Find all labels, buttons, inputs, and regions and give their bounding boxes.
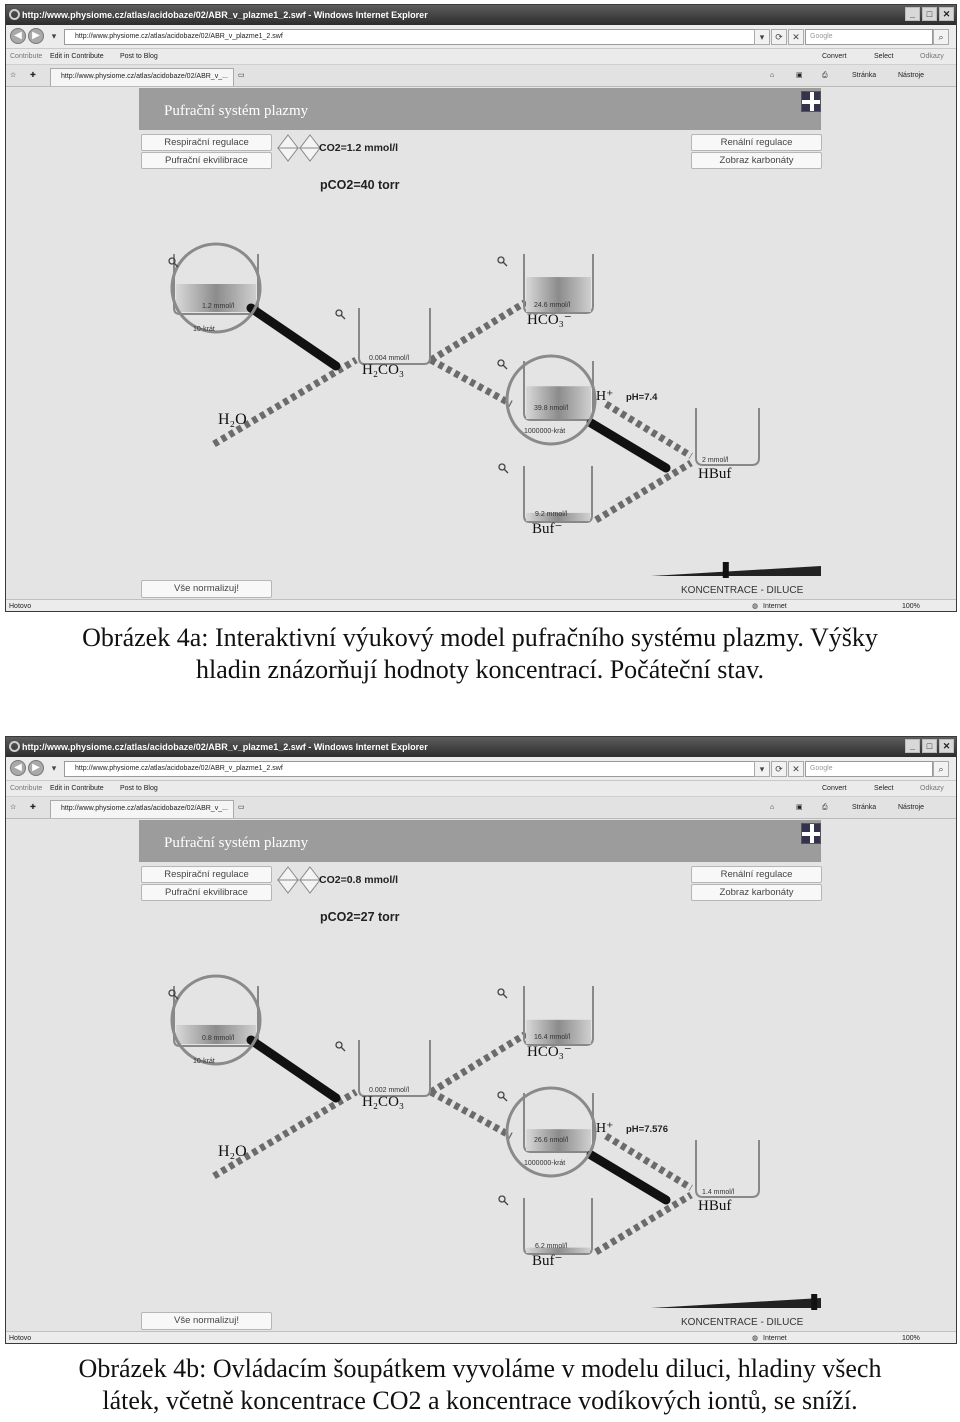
minimize-button[interactable]: _: [905, 7, 920, 21]
h2co3-value: 0.004 mmol/l: [369, 355, 410, 362]
convert-button[interactable]: Convert: [822, 785, 847, 792]
h-value: 26.6 nmol/l: [534, 1137, 569, 1144]
address-input[interactable]: http://www.physiome.cz/atlas/acidobaze/02/ABR_v_plazme1_2.swf: [64, 29, 770, 45]
show-carbonates-button[interactable]: Zobraz karbonáty: [691, 152, 822, 169]
h2co3-label: H₂CO₃: [362, 362, 405, 378]
buffer-equilibration-button[interactable]: Pufrační ekvilibrace: [141, 884, 272, 901]
zoom-level[interactable]: 100%: [902, 1335, 920, 1342]
new-tab-icon[interactable]: ▭: [238, 804, 245, 811]
globe-icon: ◍: [752, 1335, 759, 1342]
stop-icon[interactable]: ✕: [788, 761, 804, 777]
page-menu[interactable]: Stránka: [852, 804, 877, 811]
co2-value: 1.2 mmol/l: [202, 303, 235, 310]
zone-text: Internet: [763, 1335, 787, 1342]
add-favorites-icon[interactable]: ✚: [30, 72, 36, 79]
edit-in-contribute-link[interactable]: Edit in Contribute: [50, 785, 104, 792]
hbuf-value: 2 mmol/l: [702, 457, 729, 464]
forward-icon[interactable]: ▶: [28, 760, 44, 776]
caption-4a: [0, 622, 960, 686]
respiratory-regulation-button[interactable]: Respirační regulace: [141, 134, 272, 151]
renal-regulation-button[interactable]: Renální regulace: [691, 134, 822, 151]
back-icon[interactable]: ◀: [10, 760, 26, 776]
caption-4a-line2: hladin znázorňují hodnoty koncentrací. Počáteční stav.: [196, 655, 764, 684]
screenshot-initial-state: [5, 4, 957, 612]
address-dropdown-icon[interactable]: ▾: [754, 29, 770, 45]
tab-current[interactable]: http://www.physiome.cz/atlas/acidobaze/02/ABR_v_...: [50, 800, 234, 818]
buf-value: 9.2 mmol/l: [535, 511, 568, 518]
home-icon[interactable]: ⌂: [770, 72, 775, 79]
h-label: H⁺: [596, 389, 614, 404]
buf-label: Buf⁻: [532, 1253, 563, 1269]
window-titlebar: [6, 737, 956, 757]
slider-label: KONCENTRACE - DILUCE: [681, 585, 804, 596]
h-value: 39.8 nmol/l: [534, 405, 569, 412]
h2co3-value: 0.002 mmol/l: [369, 1087, 410, 1094]
links-toolbar: [6, 49, 956, 65]
screenshot-dilution-state: [5, 736, 957, 1344]
address-toolbar: [6, 757, 956, 781]
print-icon[interactable]: ⎙: [822, 72, 828, 79]
feeds-icon[interactable]: ▣: [796, 72, 803, 79]
h-multiplier: 1000000-krát: [524, 1160, 566, 1167]
ie-icon: [9, 741, 20, 752]
history-dropdown-icon[interactable]: ▾: [51, 763, 57, 773]
tab-bar: [6, 65, 956, 87]
post-to-blog-link[interactable]: Post to Blog: [120, 785, 158, 792]
slider-handle: [811, 1294, 817, 1310]
hco3-label: HCO₃⁻: [527, 1044, 572, 1060]
h-level-fill: [526, 386, 591, 419]
normalize-all-button[interactable]: Vše normalizuj!: [141, 580, 272, 598]
contribute-label: Contribute: [10, 53, 43, 60]
tab-current[interactable]: http://www.physiome.cz/atlas/acidobaze/02/ABR_v_...: [50, 68, 234, 86]
co2-readout: CO2=0.8 mmol/l: [319, 874, 399, 886]
links-toolbar: [6, 781, 956, 797]
window-title: http://www.physiome.cz/atlas/acidobaze/02/ABR_v_plazme1_2.swf - Windows Internet Explorer: [22, 10, 428, 20]
caption-4b-line1: Obrázek 4b: Ovládacím šoupátkem vyvoláme v modelu diluci, hladiny všech: [78, 1354, 882, 1383]
co2-multiplier: 10-krát: [193, 326, 215, 333]
h2o-label: H₂O: [218, 1143, 247, 1160]
stop-icon[interactable]: ✕: [788, 29, 804, 45]
feeds-icon[interactable]: ▣: [796, 804, 803, 811]
back-icon[interactable]: ◀: [10, 28, 26, 44]
close-button[interactable]: ✕: [939, 739, 954, 753]
edit-in-contribute-link[interactable]: Edit in Contribute: [50, 53, 104, 60]
status-text: Hotovo: [9, 1335, 32, 1342]
convert-button[interactable]: Convert: [822, 53, 847, 60]
co2-value: 0.8 mmol/l: [202, 1035, 235, 1042]
hbuf-value: 1.4 mmol/l: [702, 1189, 735, 1196]
address-dropdown-icon[interactable]: ▾: [754, 761, 770, 777]
contribute-label: Contribute: [10, 785, 43, 792]
caption-4b-line2: látek, včetně koncentrace CO2 a koncentrace vodíkových iontů, se sníží.: [102, 1386, 858, 1415]
hco3-value: 16.4 mmol/l: [534, 1034, 571, 1041]
flash-content: [6, 88, 956, 599]
address-toolbar: [6, 25, 956, 49]
favorites-star-icon[interactable]: ☆: [10, 804, 17, 811]
add-favorites-icon[interactable]: ✚: [30, 804, 36, 811]
forward-icon[interactable]: ▶: [28, 28, 44, 44]
co2-multiplier: 10-krát: [193, 1058, 215, 1065]
home-icon[interactable]: ⌂: [770, 804, 775, 811]
ph-readout: pH=7.4: [626, 392, 658, 403]
hco3-label: HCO₃⁻: [527, 312, 572, 328]
globe-icon: ◍: [752, 603, 759, 610]
select-button[interactable]: Select: [874, 785, 894, 792]
select-button[interactable]: Select: [874, 53, 894, 60]
search-input[interactable]: Google: [805, 29, 933, 45]
dilution-slider[interactable]: [651, 562, 821, 578]
search-icon[interactable]: ⌕: [933, 29, 949, 45]
links-label: Odkazy: [920, 53, 944, 60]
search-input[interactable]: Google: [805, 761, 933, 777]
status-bar: [6, 1331, 956, 1344]
refresh-icon[interactable]: ⟳: [771, 29, 787, 45]
reaction-diagram: [6, 820, 957, 1331]
slider-handle: [723, 562, 729, 578]
renal-regulation-button[interactable]: Renální regulace: [691, 866, 822, 883]
show-carbonates-button[interactable]: Zobraz karbonáty: [691, 884, 822, 901]
hbuf-label: HBuf: [698, 1198, 732, 1214]
caption-4b: [0, 1353, 960, 1417]
address-input[interactable]: http://www.physiome.cz/atlas/acidobaze/02/ABR_v_plazme1_2.swf: [64, 761, 770, 777]
refresh-icon[interactable]: ⟳: [771, 761, 787, 777]
respiratory-regulation-button[interactable]: Respirační regulace: [141, 866, 272, 883]
new-tab-icon[interactable]: ▭: [238, 72, 245, 79]
maximize-button[interactable]: □: [922, 7, 937, 21]
hbuf-label: HBuf: [698, 466, 732, 482]
favorites-star-icon[interactable]: ☆: [10, 72, 17, 79]
h2o-label: H₂O: [218, 411, 247, 428]
buf-value: 6.2 mmol/l: [535, 1243, 568, 1250]
pco2-readout: pCO2=27 torr: [320, 910, 400, 924]
hco3-value: 24.6 mmol/l: [534, 302, 571, 309]
h-multiplier: 1000000-krát: [524, 428, 566, 435]
ph-readout: pH=7.576: [626, 1124, 668, 1135]
buffer-equilibration-button[interactable]: Pufrační ekvilibrace: [141, 152, 272, 169]
tools-menu[interactable]: Nástroje: [898, 72, 925, 79]
status-text: Hotovo: [9, 603, 32, 610]
page-menu[interactable]: Stránka: [852, 72, 877, 79]
close-button[interactable]: ✕: [939, 7, 954, 21]
caption-4a-line1: Obrázek 4a: Interaktivní výukový model pufračního systému plazmy. Výšky: [82, 623, 878, 652]
ie-icon: [9, 9, 20, 20]
print-icon[interactable]: ⎙: [822, 804, 828, 811]
dilution-slider[interactable]: [651, 1294, 821, 1310]
tools-menu[interactable]: Nástroje: [898, 804, 925, 811]
normalize-all-button[interactable]: Vše normalizuj!: [141, 1312, 272, 1330]
window-title: http://www.physiome.cz/atlas/acidobaze/02/ABR_v_plazme1_2.swf - Windows Internet Explorer: [22, 742, 428, 752]
slider-label: KONCENTRACE - DILUCE: [681, 1317, 804, 1328]
h-label: H⁺: [596, 1121, 614, 1136]
app-title: Pufrační systém plazmy: [139, 88, 821, 130]
pco2-readout: pCO2=40 torr: [320, 178, 400, 192]
status-bar: [6, 599, 956, 612]
post-to-blog-link[interactable]: Post to Blog: [120, 53, 158, 60]
tab-bar: [6, 797, 956, 819]
links-label: Odkazy: [920, 785, 944, 792]
window-titlebar: [6, 5, 956, 25]
maximize-button[interactable]: □: [922, 739, 937, 753]
zone-text: Internet: [763, 603, 787, 610]
zoom-level[interactable]: 100%: [902, 603, 920, 610]
buf-label: Buf⁻: [532, 521, 563, 537]
h2co3-label: H₂CO₃: [362, 1094, 405, 1110]
flash-content: [6, 820, 956, 1331]
co2-readout: CO2=1.2 mmol/l: [319, 142, 399, 154]
history-dropdown-icon[interactable]: ▾: [51, 31, 57, 41]
reaction-diagram: [6, 88, 957, 599]
minimize-button[interactable]: _: [905, 739, 920, 753]
search-icon[interactable]: ⌕: [933, 761, 949, 777]
app-title: Pufrační systém plazmy: [139, 820, 821, 862]
